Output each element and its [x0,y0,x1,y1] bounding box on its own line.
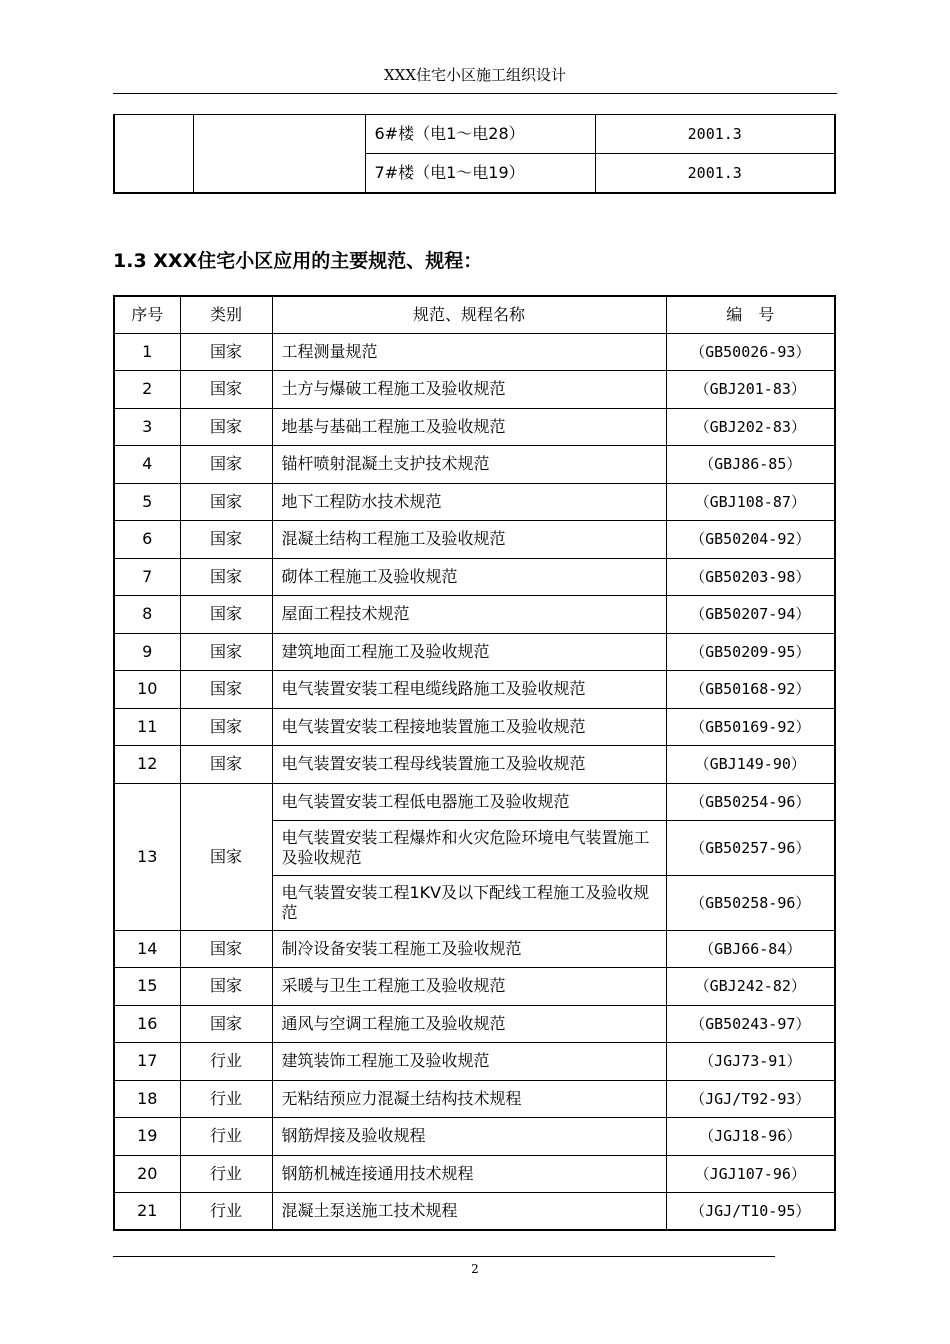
table-row [114,1043,835,1081]
row-category: 国家 [180,1005,272,1043]
row-code: （GB50207-94） [666,596,835,634]
date-cell: 2001.3 [595,154,835,194]
row-index: 1 [114,333,180,371]
row-code: （GBJ201-83） [666,371,835,409]
row-index: 6 [114,521,180,559]
row-category: 国家 [180,371,272,409]
row-category: 国家 [180,558,272,596]
row-index: 18 [114,1080,180,1118]
row-category: 行业 [180,1043,272,1081]
header-rule [113,93,837,94]
row-category: 国家 [180,596,272,634]
row-index: 13 [114,783,180,930]
table-row [114,930,835,968]
row-code: （GBJ149-90） [666,746,835,784]
row-category: 国家 [180,483,272,521]
row-category: 国家 [180,671,272,709]
row-category: 国家 [180,708,272,746]
row-name: 制冷设备安装工程施工及验收规范 [272,930,666,968]
table-row [114,1118,835,1156]
row-code: （JGJ107-96） [666,1155,835,1193]
page-header-title: XXX住宅小区施工组织设计 [383,66,567,84]
row-code: （GB50169-92） [666,708,835,746]
empty-cell [193,115,365,194]
row-category: 国家 [180,333,272,371]
page-number: 2 [471,1262,479,1276]
table-row [114,521,835,559]
row-code: （GBJ66-84） [666,930,835,968]
building-cell: 7#楼（电1～电19） [365,154,595,194]
row-name: 钢筋机械连接通用技术规程 [272,1155,666,1193]
header-name: 规范、规程名称 [272,296,666,333]
row-name: 钢筋焊接及验收规程 [272,1118,666,1156]
table-row [114,371,835,409]
row-category: 行业 [180,1080,272,1118]
table-row [114,408,835,446]
table-header-row [114,296,835,333]
row-category: 国家 [180,408,272,446]
header-index: 序号 [114,296,180,333]
header-code: 编 号 [666,296,835,333]
row-code: （GBJ202-83） [666,408,835,446]
row-code: （GB50204-92） [666,521,835,559]
table-row [114,1005,835,1043]
table-row [114,446,835,484]
row-name: 电气装置安装工程电缆线路施工及验收规范 [272,671,666,709]
row-index: 12 [114,746,180,784]
row-code: （GB50254-96） [666,783,835,820]
row-name: 采暖与卫生工程施工及验收规范 [272,968,666,1006]
table-row [114,671,835,709]
row-category: 国家 [180,968,272,1006]
row-code: （GB50168-92） [666,671,835,709]
row-index: 21 [114,1193,180,1231]
row-name: 锚杆喷射混凝土支护技术规范 [272,446,666,484]
header-category: 类别 [180,296,272,333]
row-category: 行业 [180,1155,272,1193]
row-name: 屋面工程技术规范 [272,596,666,634]
row-code: （GBJ86-85） [666,446,835,484]
table-row [114,1155,835,1193]
row-code: （JGJ/T92-93） [666,1080,835,1118]
row-category: 行业 [180,1118,272,1156]
row-name: 无粘结预应力混凝土结构技术规程 [272,1080,666,1118]
continuation-table [113,114,836,194]
table-row [114,596,835,634]
section-title: 1.3 XXX住宅小区应用的主要规范、规程： [113,250,483,272]
row-name: 建筑地面工程施工及验收规范 [272,633,666,671]
row-index: 15 [114,968,180,1006]
row-category: 行业 [180,1193,272,1231]
row-index: 20 [114,1155,180,1193]
row-code: （GBJ242-82） [666,968,835,1006]
table-row [114,746,835,784]
row-name: 电气装置安装工程低电器施工及验收规范 [272,783,666,820]
row-index: 4 [114,446,180,484]
table-row [114,968,835,1006]
table-row [114,333,835,371]
row-category: 国家 [180,783,272,930]
table-row [114,783,835,820]
row-name: 电气装置安装工程母线装置施工及验收规范 [272,746,666,784]
table-row [114,708,835,746]
row-name: 电气装置安装工程1KV及以下配线工程施工及验收规范 [272,875,666,930]
row-index: 17 [114,1043,180,1081]
row-index: 2 [114,371,180,409]
table-row [114,483,835,521]
row-code: （GB50203-98） [666,558,835,596]
table-row [114,1080,835,1118]
table-row [114,115,835,154]
row-code: （GB50258-96） [666,875,835,930]
row-index: 11 [114,708,180,746]
table-row [114,633,835,671]
row-category: 国家 [180,930,272,968]
row-name: 电气装置安装工程接地装置施工及验收规范 [272,708,666,746]
row-code: （JGJ/T10-95） [666,1193,835,1231]
row-index: 9 [114,633,180,671]
row-index: 8 [114,596,180,634]
row-code: （GBJ108-87） [666,483,835,521]
standards-table [113,295,836,1231]
row-index: 10 [114,671,180,709]
row-name: 砌体工程施工及验收规范 [272,558,666,596]
row-name: 地基与基础工程施工及验收规范 [272,408,666,446]
row-category: 国家 [180,521,272,559]
date-cell: 2001.3 [595,115,835,154]
empty-cell [114,115,193,194]
row-code: （GB50026-93） [666,333,835,371]
row-index: 3 [114,408,180,446]
row-code: （GB50209-95） [666,633,835,671]
row-name: 土方与爆破工程施工及验收规范 [272,371,666,409]
row-code: （GB50243-97） [666,1005,835,1043]
row-name: 电气装置安装工程爆炸和火灾危险环境电气装置施工及验收规范 [272,820,666,875]
row-index: 16 [114,1005,180,1043]
footer-rule [113,1256,775,1257]
building-cell: 6#楼（电1～电28） [365,115,595,154]
row-code: （JGJ73-91） [666,1043,835,1081]
row-name: 通风与空调工程施工及验收规范 [272,1005,666,1043]
row-category: 国家 [180,633,272,671]
row-name: 工程测量规范 [272,333,666,371]
row-index: 7 [114,558,180,596]
row-category: 国家 [180,746,272,784]
row-name: 混凝土结构工程施工及验收规范 [272,521,666,559]
row-code: （GB50257-96） [666,820,835,875]
row-name: 混凝土泵送施工技术规程 [272,1193,666,1231]
table-row [114,1193,835,1231]
row-name: 地下工程防水技术规范 [272,483,666,521]
row-category: 国家 [180,446,272,484]
row-index: 5 [114,483,180,521]
row-index: 14 [114,930,180,968]
row-index: 19 [114,1118,180,1156]
row-code: （JGJ18-96） [666,1118,835,1156]
row-name: 建筑装饰工程施工及验收规范 [272,1043,666,1081]
table-row [114,558,835,596]
